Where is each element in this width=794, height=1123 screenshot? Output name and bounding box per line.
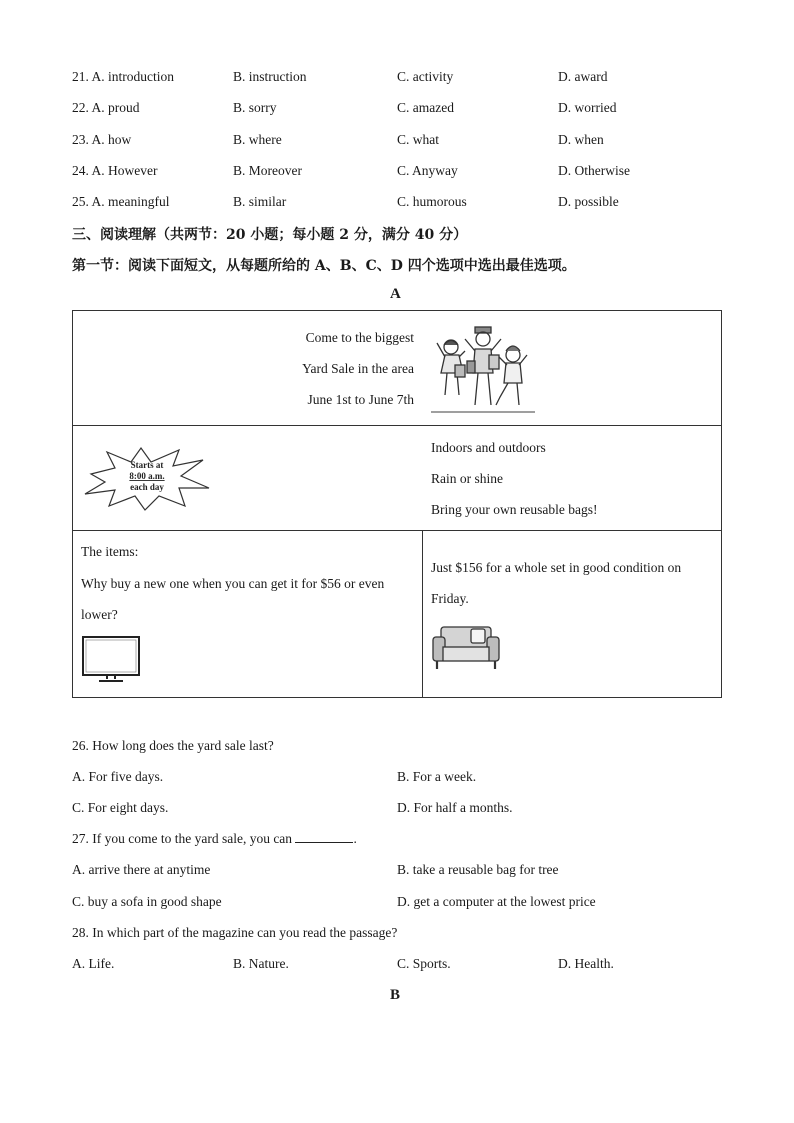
starburst-line-3: each day	[130, 482, 164, 492]
question-28-stem: 28. In which part of the magazine can you read the passage?	[72, 925, 398, 940]
items-text-line-1: Why buy a new one when you can get it for $56 or even	[81, 576, 385, 591]
option-b: B. sorry	[233, 100, 277, 115]
part-instruction: 第一节：阅读下面短文，从每题所给的 A、B、C、D 四个选项中选出最佳选项。	[72, 258, 576, 274]
ad-info-2: Rain or shine	[431, 471, 503, 486]
option-a: 21. A. introduction	[72, 69, 174, 84]
question-27-option-a: A. arrive there at anytime	[72, 862, 211, 877]
items-text-line-2: lower?	[81, 607, 118, 622]
option-d: D. possible	[558, 194, 619, 209]
option-a: 22. A. proud	[72, 100, 140, 115]
computer-monitor-icon	[81, 635, 141, 685]
passage-a-label: A	[390, 286, 401, 302]
ad-info-cell	[73, 426, 722, 531]
ad-items-cell	[73, 531, 423, 698]
question-26-option-c: C. For eight days.	[72, 800, 169, 815]
sofa-text-line-2: Friday.	[431, 591, 469, 606]
sofa-text-line-1: Just $156 for a whole set in good condition on	[431, 560, 682, 575]
ad-headline-3: June 1st to June 7th	[307, 392, 414, 407]
ad-header-cell	[73, 311, 722, 426]
question-26-option-d: D. For half a months.	[397, 800, 513, 815]
starburst-line-1: Starts at	[130, 460, 164, 470]
question-27-option-c: C. buy a sofa in good shape	[72, 894, 222, 909]
option-c: C. Anyway	[397, 163, 458, 178]
option-c: C. what	[397, 132, 439, 147]
question-26-option-a: A. For five days.	[72, 769, 164, 784]
question-26-stem: 26. How long does the yard sale last?	[72, 738, 274, 753]
ad-sofa-cell	[423, 531, 722, 698]
option-a: 23. A. how	[72, 132, 132, 147]
ad-headline-1: Come to the biggest	[305, 330, 414, 345]
question-27-stem-text: 27. If you come to the yard sale, you can	[72, 831, 296, 846]
option-c: C. humorous	[397, 194, 467, 209]
ad-info-3: Bring your own reusable bags!	[431, 502, 598, 517]
option-d: D. Otherwise	[558, 163, 630, 178]
yard-sale-ad	[72, 310, 722, 698]
option-c: C. amazed	[397, 100, 454, 115]
starburst-line-2: 8:00 a.m.	[129, 471, 165, 481]
passage-b-label: B	[390, 987, 401, 1003]
question-26-option-b: B. For a week.	[397, 769, 477, 784]
ad-headline-2: Yard Sale in the area	[302, 361, 414, 376]
items-title: The items:	[81, 544, 139, 559]
option-a: 25. A. meaningful	[72, 194, 170, 209]
option-a: 24. A. However	[72, 163, 158, 178]
question-28-option-a: A. Life.	[72, 956, 115, 971]
option-b: B. Moreover	[233, 163, 302, 178]
option-d: D. worried	[558, 100, 617, 115]
question-27-stem	[72, 831, 357, 847]
question-28-option-b: B. Nature.	[233, 956, 289, 971]
shoppers-illustration-icon	[431, 325, 535, 413]
question-27-option-d: D. get a computer at the lowest price	[397, 894, 596, 909]
question-27-stem-end: .	[353, 831, 357, 846]
option-d: D. award	[558, 69, 608, 84]
section-heading: 三、阅读理解（共两节：20 小题；每小题 2 分，满分 40 分）	[72, 227, 468, 243]
option-c: C. activity	[397, 69, 454, 84]
sofa-icon	[431, 623, 501, 671]
option-b: B. where	[233, 132, 282, 147]
ad-info-1: Indoors and outdoors	[431, 440, 546, 455]
question-28-option-c: C. Sports.	[397, 956, 451, 971]
question-27-option-b: B. take a reusable bag for tree	[397, 862, 559, 877]
option-b: B. instruction	[233, 69, 307, 84]
option-b: B. similar	[233, 194, 287, 209]
option-d: D. when	[558, 132, 604, 147]
answer-blank	[295, 832, 353, 843]
starburst-badge-icon	[81, 444, 213, 512]
question-28-option-d: D. Health.	[558, 956, 614, 971]
